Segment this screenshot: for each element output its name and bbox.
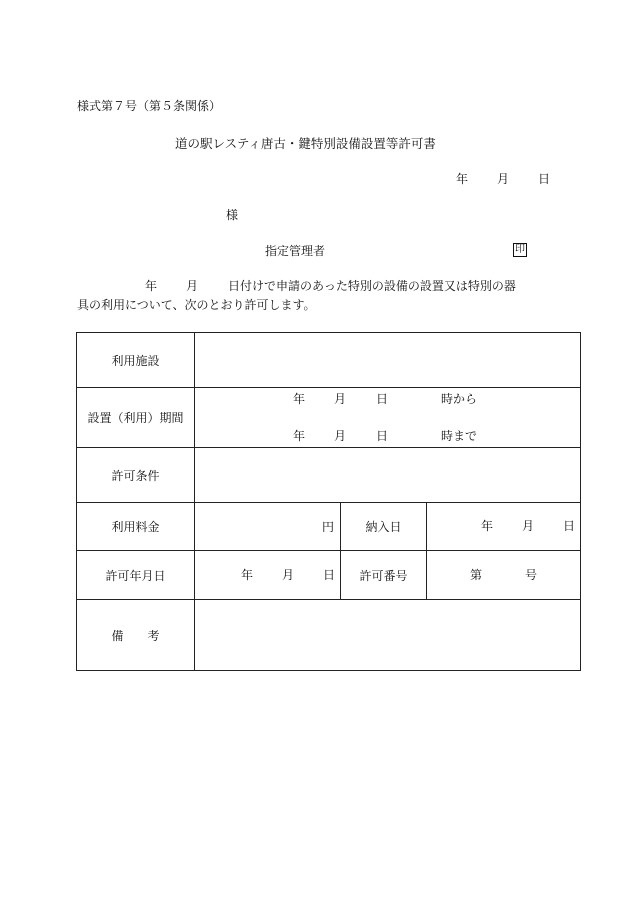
seal-mark: 印	[515, 244, 525, 255]
period-value[interactable]	[195, 388, 581, 448]
period-to-time: 時まで	[441, 429, 478, 443]
permit-date-value[interactable]	[195, 551, 341, 600]
issue-day-unit: 日	[538, 172, 551, 186]
table-row-fee	[77, 503, 581, 551]
remarks-label: 備 考	[77, 600, 195, 671]
permit-table	[76, 332, 581, 671]
issue-month-unit: 月	[497, 172, 510, 186]
period-from-time: 時から	[441, 392, 478, 406]
table-row-period	[77, 388, 581, 448]
table-row-facility	[77, 333, 581, 388]
body-month-unit: 月	[186, 279, 199, 293]
fee-value[interactable]	[195, 503, 341, 551]
table-row-permit	[77, 551, 581, 600]
permit-month-unit: 月	[282, 568, 295, 582]
fee-label: 利用料金	[77, 503, 195, 551]
permit-number-value[interactable]	[427, 551, 581, 600]
period-to-month: 月	[334, 429, 347, 443]
permit-number-prefix: 第	[470, 568, 483, 582]
payment-month-unit: 月	[522, 519, 535, 533]
period-from-month: 月	[334, 392, 347, 406]
permit-date-label: 許可年月日	[77, 551, 195, 600]
conditions-label: 許可条件	[77, 448, 195, 503]
document-title: 道の駅レスティ唐古・鍵特別設備設置等許可書	[175, 136, 436, 151]
permit-number-label: 許可番号	[341, 551, 427, 600]
payment-day-unit: 日	[563, 519, 576, 533]
body-line1: 日付けで申請のあった特別の設備の設置又は特別の器	[228, 279, 516, 293]
payment-date-label: 納入日	[341, 503, 427, 551]
table-row-remarks	[77, 600, 581, 671]
table-row-conditions	[77, 448, 581, 503]
period-from-day: 日	[376, 392, 389, 406]
body-year-unit: 年	[145, 279, 158, 293]
permit-day-unit: 日	[323, 568, 336, 582]
period-to-day: 日	[376, 429, 389, 443]
payment-date-value[interactable]	[427, 503, 581, 551]
body-line2: 具の利用について、次のとおり許可します。	[77, 298, 316, 312]
payment-year-unit: 年	[481, 519, 494, 533]
form-number: 様式第７号（第５条関係）	[77, 99, 222, 113]
fee-unit: 円	[321, 520, 334, 534]
facility-value[interactable]	[195, 333, 581, 388]
permit-year-unit: 年	[241, 568, 254, 582]
facility-label: 利用施設	[77, 333, 195, 388]
remarks-value[interactable]	[195, 600, 581, 671]
issue-year-unit: 年	[456, 172, 469, 186]
issuer-label: 指定管理者	[265, 244, 326, 258]
period-to-year: 年	[293, 429, 306, 443]
period-from-year: 年	[293, 392, 306, 406]
conditions-value[interactable]	[195, 448, 581, 503]
period-label: 設置（利用）期間	[77, 388, 195, 448]
recipient-suffix: 様	[226, 208, 239, 222]
permit-number-suffix: 号	[525, 568, 538, 582]
